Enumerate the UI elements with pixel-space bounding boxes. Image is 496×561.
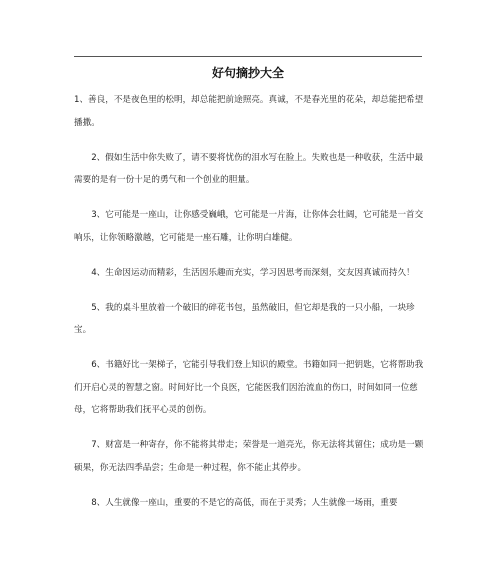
document-title: 好句摘抄大全 [211,66,284,80]
paragraph-3: 3、它可能是一座山，让你感受巍峨，它可能是一片海，让你体会壮阔，它可能是一首交响乐，让你领略激越，它可能是一座石雕，让你明白雄健。 [74,210,424,243]
paragraph-8: 8、人生就像一座山，重要的不是它的高低，而在于灵秀；人生就像一场雨，重要 [91,497,398,508]
paragraph-4: 4、生命因运动而精彩，生活因乐趣而充实，学习因思考而深刻，交友因真诚而持久！ [91,267,415,278]
header-divider [74,56,422,57]
paragraph-2: 2、假如生活中你失败了，请不要将忧伤的泪水写在脸上。失败也是一种收获，生活中最需要的是有一份十足的勇气和一个创业的胆量。 [74,152,424,185]
paragraph-6: 6、书籍好比一架梯子，它能引导我们登上知识的殿堂。书籍如同一把钥匙，它将帮助我们开启心灵的智慧之窗。时间好比一个良医，它能医我们因治流血的伤口，时间如同一位慈母，它将帮助我们抚平心灵的创伤。 [74,360,424,415]
paragraph-1: 1、善良，不是夜色里的松明，却总能把前途照亮。真诚，不是春光里的花朵，却总能把希望播撒。 [74,95,424,128]
paragraph-7: 7、财富是一种寄存，你不能将其带走；荣誉是一道亮光，你无法将其留住；成功是一颗硕果，你无法四季品尝；生命是一种过程，你不能止其停步。 [74,440,424,473]
document-body [74,89,424,527]
paragraph-5: 5、我的桌斗里放着一个破旧的碎花书包，虽然破旧，但它却是我的一只小船，一块珍宝。 [74,302,415,335]
